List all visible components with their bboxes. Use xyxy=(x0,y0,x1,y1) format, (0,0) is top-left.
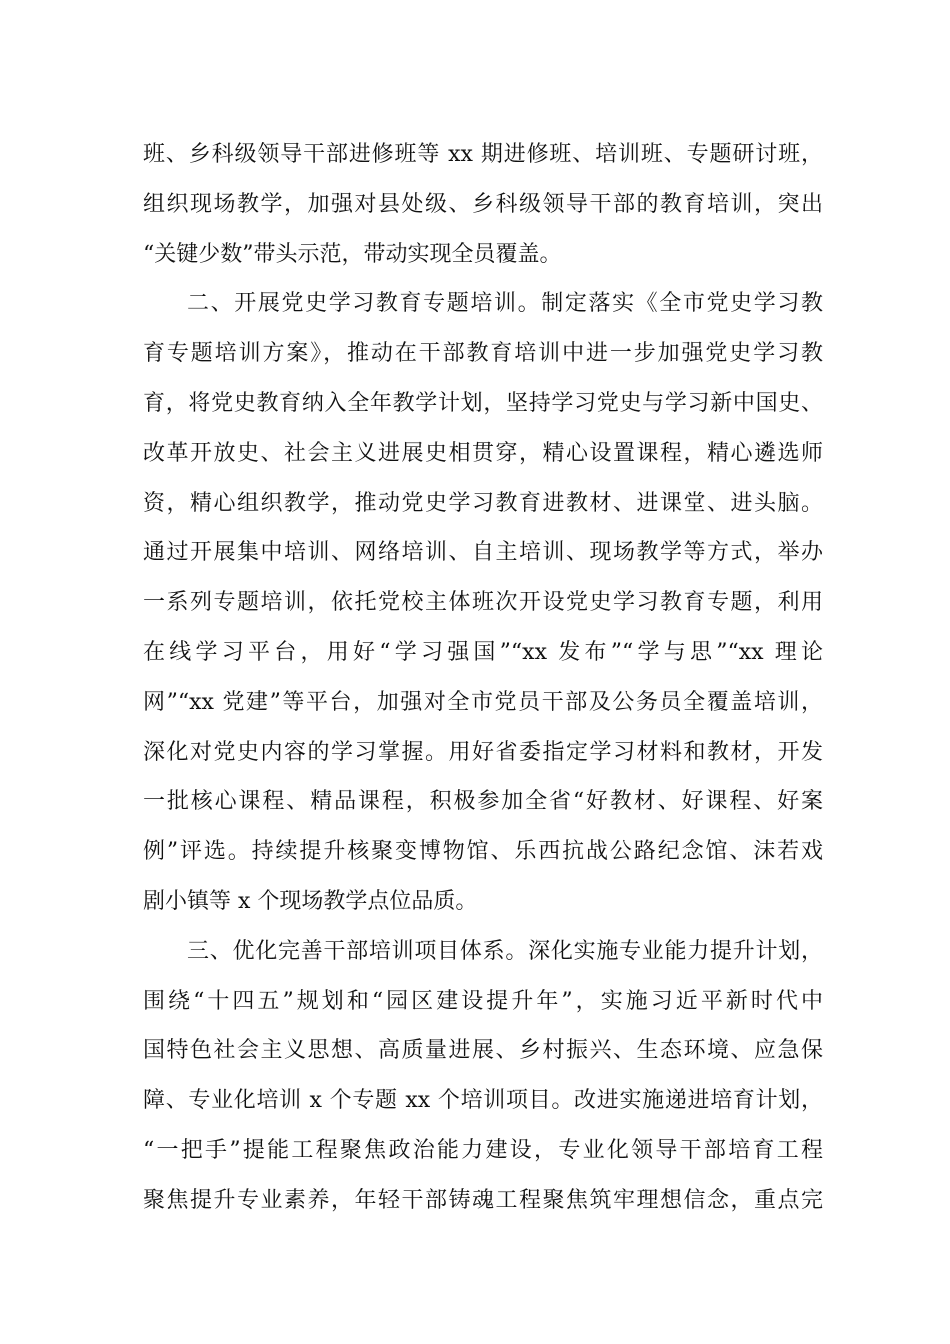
text-line: 网”“xx 党建”等平台，加强对全市党员干部及公务员全覆盖培训， xyxy=(143,689,823,715)
section-heading-line: 三、优化完善干部培训项目体系。深化实施专业能力提升计划， xyxy=(187,938,823,964)
text-line: 例”评选。持续提升核聚变博物馆、乐西抗战公路纪念馆、沫若戏 xyxy=(143,839,823,865)
text-line: 通过开展集中培训、网络培训、自主培训、现场教学等方式，举办 xyxy=(143,540,823,566)
text-line: 一批核心课程、精品课程，积极参加全省“好教材、好课程、好案 xyxy=(143,789,823,815)
text-line: 一系列专题培训，依托党校主体班次开设党史学习教育专题，利用 xyxy=(143,590,823,616)
text-line: 在线学习平台，用好“学习强国”“xx 发布”“学与思”“xx 理论 xyxy=(143,639,823,665)
section-heading-line: 二、开展党史学习教育专题培训。制定落实《全市党史学习教 xyxy=(187,291,823,317)
text-line: 资，精心组织教学，推动党史学习教育进教材、进课堂、进头脑。 xyxy=(143,490,823,516)
text-line: 班、乡科级领导干部进修班等 xx 期进修班、培训班、专题研讨班， xyxy=(143,142,823,167)
text-line: 育专题培训方案》，推动在干部教育培训中进一步加强党史学习教 xyxy=(143,341,823,367)
text-line: 深化对党史内容的学习掌握。用好省委指定学习材料和教材，开发 xyxy=(143,739,823,765)
text-line: “一把手”提能工程聚焦政治能力建设，专业化领导干部培育工程 xyxy=(143,1137,823,1163)
text-line: 聚焦提升专业素养，年轻干部铸魂工程聚焦筑牢理想信念，重点完 xyxy=(143,1187,823,1213)
text-line: 育，将党史教育纳入全年教学计划，坚持学习党史与学习新中国史、 xyxy=(143,390,823,416)
text-line: 剧小镇等 x 个现场教学点位品质。 xyxy=(143,888,478,914)
document-body xyxy=(143,130,823,1226)
text-line: “关键少数”带头示范，带动实现全员覆盖。 xyxy=(143,241,562,267)
text-line: 围绕“十四五”规划和“园区建设提升年”，实施习近平新时代中 xyxy=(143,988,823,1014)
text-line: 国特色社会主义思想、高质量进展、乡村振兴、生态环境、应急保 xyxy=(143,1038,823,1064)
text-line: 组织现场教学，加强对县处级、乡科级领导干部的教育培训，突出 xyxy=(143,191,823,217)
text-line: 改革开放史、社会主义进展史相贯穿，精心设置课程，精心遴选师 xyxy=(143,440,823,466)
text-line: 障、专业化培训 x 个专题 xx 个培训项目。改进实施递进培育计划， xyxy=(143,1088,823,1114)
